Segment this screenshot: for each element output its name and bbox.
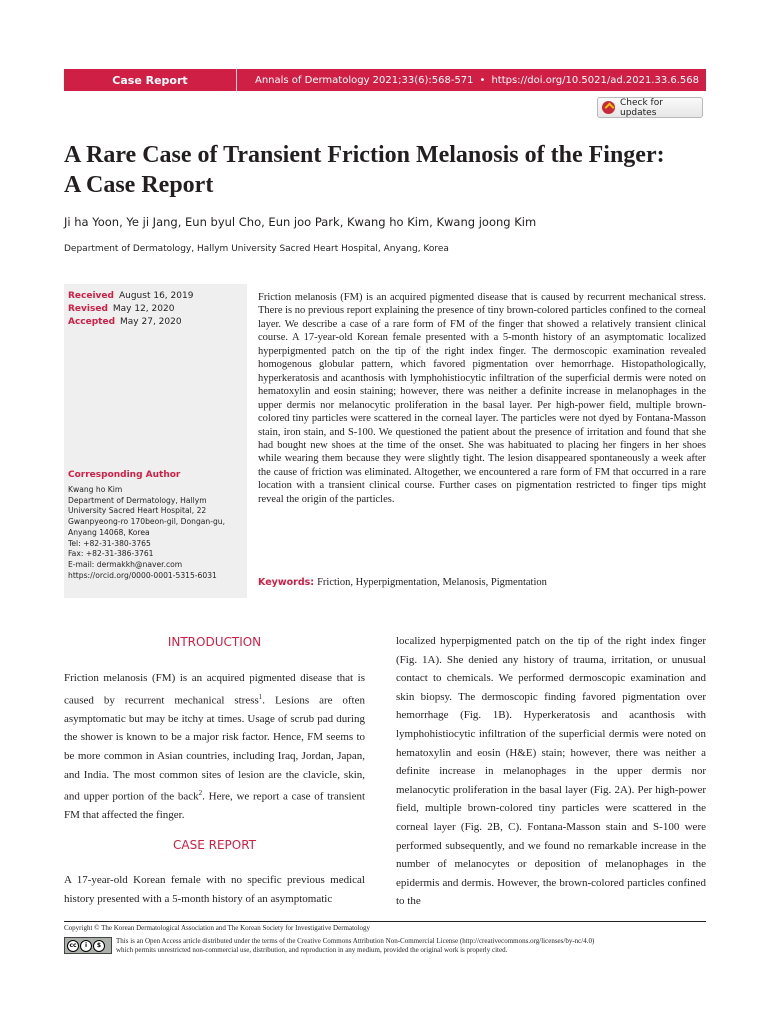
citation-1[interactable]: 1 xyxy=(258,692,263,701)
check-for-updates-icon xyxy=(602,101,615,114)
article-info-sidebar xyxy=(64,284,247,598)
check-for-updates-button[interactable] xyxy=(597,97,703,118)
right-column-text: localized hyperpigmented patch on the tip of the right index finger (Fig. 1A). She denied any history of trauma, irritation, or unusual contact to chemicals. We performed dermoscopic examination and skin biopsy. The dermoscopic finding favored pigmentation over hemorrhage (Fig. 1B). Hyperkeratosis and acanthosis with lymphohistiocytic infiltration of the superficial dermis were noted on hematoxylin and eosin (H&E) stain; however, there was neither a definite increase in melanophages in the upper dermis nor melanocytic proliferation in the basal layer (Fig. 2A). Per high-power field, multiple brown-colored tiny particles were scattered in the corneal layer (Fig. 2B, C). Fontana-Masson stain and S-100 were performed subsequently, and we found no remarkable increase in the number of melanocytes or deposition of melanophages in the epidermis and dermis. However, the brown-colored particles confined to the xyxy=(396,635,706,908)
corresponding-email[interactable]: E-mail: dermakkh@naver.com xyxy=(68,559,183,569)
keywords-label: Keywords: xyxy=(258,577,315,588)
copyright-notice: Copyright © The Korean Dermatological Association and The Korean Society for Investigative Dermatology xyxy=(64,924,370,932)
abstract: Friction melanosis (FM) is an acquired pigmented disease that is caused by recurrent mechanical stress. There is no previous report explaining the presence of tiny brown-colored particles confined to the corneal layer. We describe a case of a rare form of FM of the finger that showed a relatively transient clinical course. A 17-year-old Korean female presented with a 5-month history of an asymptomatic localized hyperpigmented patch on the tip of the right index finger. The dermoscopic examination revealed homogenous globular pattern, which favored pigmentation over hemorrhage. Histopathologically, hyperkeratosis and acanthosis with lymphohistiocytic infiltration of the superficial dermis were noted on hematoxylin and eosin staining; however, there was neither a definite increase in melanophages in the upper dermis nor melanocytic proliferation in the basal layer. Per high-power field, multiple brown-colored tiny particles were scattered in the corneal layer. The particles were not dyed by Fontana-Masson stain, iron stain, and S-100. We questioned the patient about the presence of irritation and found that she had bought new shoes at the time of the onset. She was habituated to placing her fingers in her shoes while wearing them because they were slightly tight. The lesion disappeared spontaneously a week after the cause of friction was eliminated. Altogether, we encountered a rare form of FM that occurred in a rare location with a transient clinical course. Further cases on pigmentation restricted to finger tips might reveal the origin of the particles. xyxy=(258,292,706,505)
revised-date xyxy=(68,303,193,316)
corresponding-address-line: Anyang 14068, Korea xyxy=(68,527,150,537)
corresponding-tel: Tel: +82-31-380-3765 xyxy=(68,538,151,548)
article-title xyxy=(64,140,724,200)
affiliation: Department of Dermatology, Hallym University Sacred Heart Hospital, Anyang, Korea xyxy=(64,244,449,254)
received-label: Received xyxy=(68,291,114,301)
introduction-text xyxy=(64,669,365,825)
cc-icon: cc xyxy=(67,940,79,952)
introduction-heading: INTRODUCTION xyxy=(167,635,262,649)
accepted-date xyxy=(68,316,193,329)
header-bullet: • xyxy=(479,74,486,86)
title-line-2: A Case Report xyxy=(64,172,214,198)
revised-value: May 12, 2020 xyxy=(112,304,175,314)
nc-icon: $ xyxy=(93,940,105,952)
received-date xyxy=(68,290,193,303)
corresponding-fax: Fax: +82-31-386-3761 xyxy=(68,549,154,559)
corresponding-author-heading: Corresponding Author xyxy=(68,470,181,480)
case-report-heading: CASE REPORT xyxy=(173,838,256,852)
intro-text-part: Friction melanosis (FM) is an acquired pigmented disease that is caused by recurrent mechanical stress xyxy=(64,672,365,707)
intro-text-part: . Here, we report a case of transient FM that affected the finger. xyxy=(64,790,366,822)
article-dates xyxy=(68,290,193,329)
journal-citation xyxy=(255,75,699,86)
footer-divider xyxy=(64,921,706,922)
author-list: Ji ha Yoon, Ye ji Jang, Eun byul Cho, Eun joo Park, Kwang ho Kim, Kwang joong Kim xyxy=(64,215,537,229)
license-line-1: This is an Open Access article distributed under the terms of the Creative Commons Attribution Non-Commercial License (http://creativecommons.org/licenses/by-nc/4.0) xyxy=(116,937,595,945)
citation-2[interactable]: 2 xyxy=(198,789,203,798)
article-type-label: Case Report xyxy=(112,73,188,87)
accepted-label: Accepted xyxy=(68,317,116,327)
journal-header-bar xyxy=(64,69,706,91)
corresponding-address-line: Gwanpyeong-ro 170beon-gil, Dongan-gu, xyxy=(68,517,226,527)
case-report-text: A 17-year-old Korean female with no specific previous medical history presented with a 5-month history of an asymptomatic xyxy=(64,874,365,905)
corresponding-author-name: Kwang ho Kim xyxy=(68,485,123,494)
keywords xyxy=(258,577,706,588)
corresponding-address-line: University Sacred Heart Hospital, 22 xyxy=(68,506,207,516)
intro-text-part: . Lesions are often asymptomatic but may be itchy at times. Usage of scrub pad during the shower is known to be a major risk factor. Hence, FM seems to be more common in Asian countries, including Iraq, Jordan, Japan, and India. The most common sites of lesion are the clavicle, skin, and upper portion of the back xyxy=(64,694,365,803)
corresponding-address-line: Department of Dermatology, Hallym xyxy=(68,495,207,505)
accepted-value: May 27, 2020 xyxy=(120,317,182,327)
title-line-1: A Rare Case of Transient Friction Melanosis of the Finger: xyxy=(64,142,665,168)
revised-label: Revised xyxy=(68,304,108,314)
creative-commons-icon[interactable] xyxy=(64,937,112,954)
license-line-2: which permits unrestricted non-commercial use, distribution, and reproduction in any medium, provided the original work is properly cited. xyxy=(116,946,508,954)
check-for-updates-label: Check for updates xyxy=(620,97,663,118)
journal-name: Annals of Dermatology 2021;33(6):568-571 xyxy=(255,74,474,86)
doi-link[interactable]: https://doi.org/10.5021/ad.2021.33.6.568 xyxy=(491,74,700,86)
by-icon: i xyxy=(80,940,92,952)
received-value: August 16, 2019 xyxy=(118,291,194,301)
keywords-list: Friction, Hyperpigmentation, Melanosis, Pigmentation xyxy=(317,577,547,588)
corresponding-orcid[interactable]: https://orcid.org/0000-0001-5315-6031 xyxy=(68,570,217,580)
header-divider xyxy=(236,69,237,91)
corresponding-author-details xyxy=(68,485,246,581)
license-notice xyxy=(116,937,716,955)
